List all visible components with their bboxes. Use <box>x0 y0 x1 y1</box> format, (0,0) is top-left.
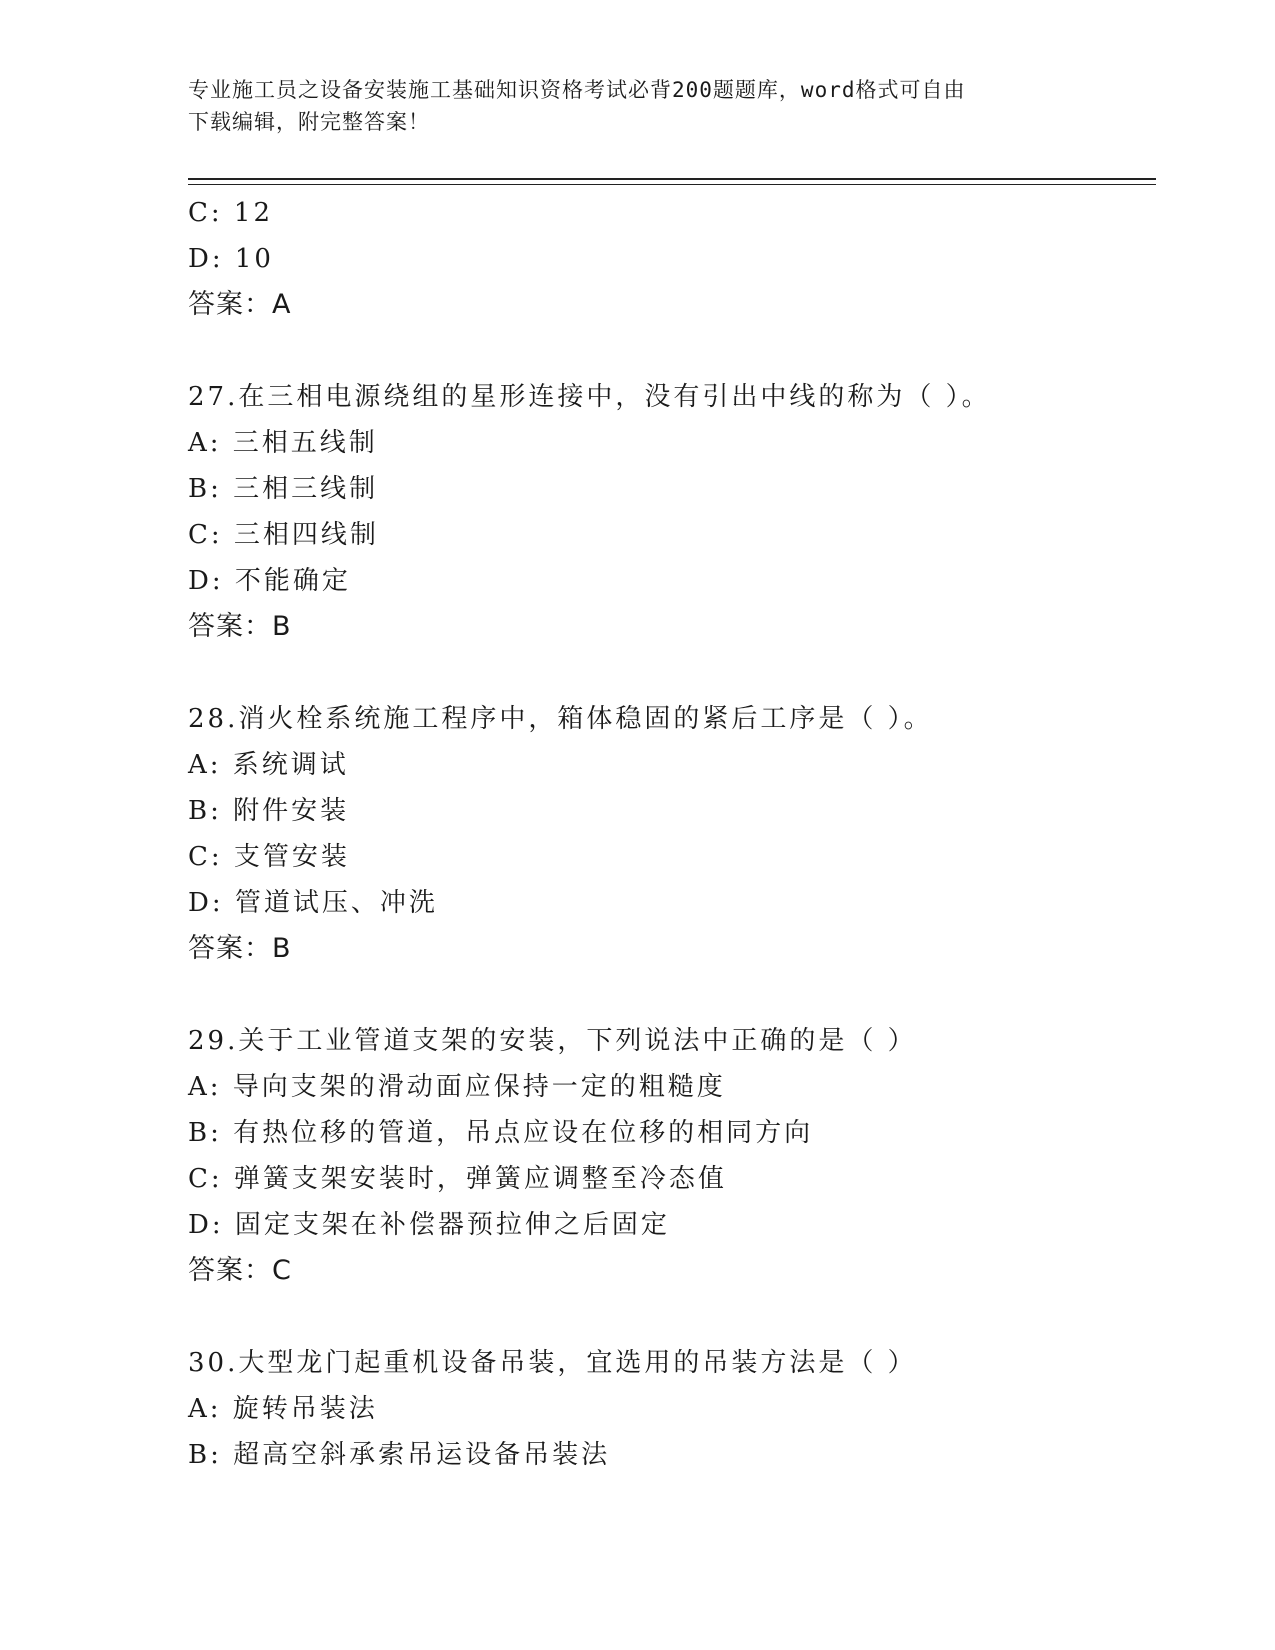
option-a: A: 旋转吊装法 <box>188 1394 378 1424</box>
question-stem: 28.消火栓系统施工程序中，箱体稳固的紧后工序是（ ）。 <box>188 704 933 734</box>
answer-line: 答案：A <box>188 289 292 320</box>
header-divider-thick <box>188 178 1156 180</box>
option-a: A: 导向支架的滑动面应保持一定的粗糙度 <box>188 1072 726 1102</box>
question-list <box>188 190 1156 1478</box>
answer-line: 答案：C <box>188 1255 292 1286</box>
question-stem: 30.大型龙门起重机设备吊装，宜选用的吊装方法是（ ） <box>188 1348 917 1378</box>
option-b: B: 三相三线制 <box>188 474 379 504</box>
header-divider-thin <box>188 184 1156 185</box>
option-a: A: 三相五线制 <box>188 428 378 458</box>
option-d: D: 10 <box>188 244 274 274</box>
spacer <box>188 650 1156 696</box>
question-stem: 27.在三相电源绕组的星形连接中，没有引出中线的称为（ ）。 <box>188 382 991 412</box>
option-c: C: 支管安装 <box>188 842 350 872</box>
option-b: B: 超高空斜承索吊运设备吊装法 <box>188 1440 611 1470</box>
option-c: C: 弹簧支架安装时，弹簧应调整至冷态值 <box>188 1164 727 1194</box>
option-d: D: 管道试压、冲洗 <box>188 888 438 918</box>
option-c: C: 三相四线制 <box>188 520 379 550</box>
answer-line: 答案：B <box>188 611 292 642</box>
option-b: B: 有热位移的管道，吊点应设在位移的相同方向 <box>188 1118 814 1148</box>
option-c: C: 12 <box>188 198 274 228</box>
spacer <box>188 1294 1156 1340</box>
header-line-2: 下载编辑，附完整答案！ <box>188 110 430 134</box>
option-d: D: 固定支架在补偿器预拉伸之后固定 <box>188 1210 670 1240</box>
header-line-1: 专业施工员之设备安装施工基础知识资格考试必背200题题库，word格式可自由 <box>188 78 966 102</box>
option-a: A: 系统调试 <box>188 750 349 780</box>
option-d: D: 不能确定 <box>188 566 351 596</box>
option-b: B: 附件安装 <box>188 796 350 826</box>
spacer <box>188 972 1156 1018</box>
document-header <box>188 74 1088 138</box>
question-stem: 29.关于工业管道支架的安装，下列说法中正确的是（ ） <box>188 1026 917 1056</box>
answer-line: 答案：B <box>188 933 292 964</box>
spacer <box>188 328 1156 374</box>
